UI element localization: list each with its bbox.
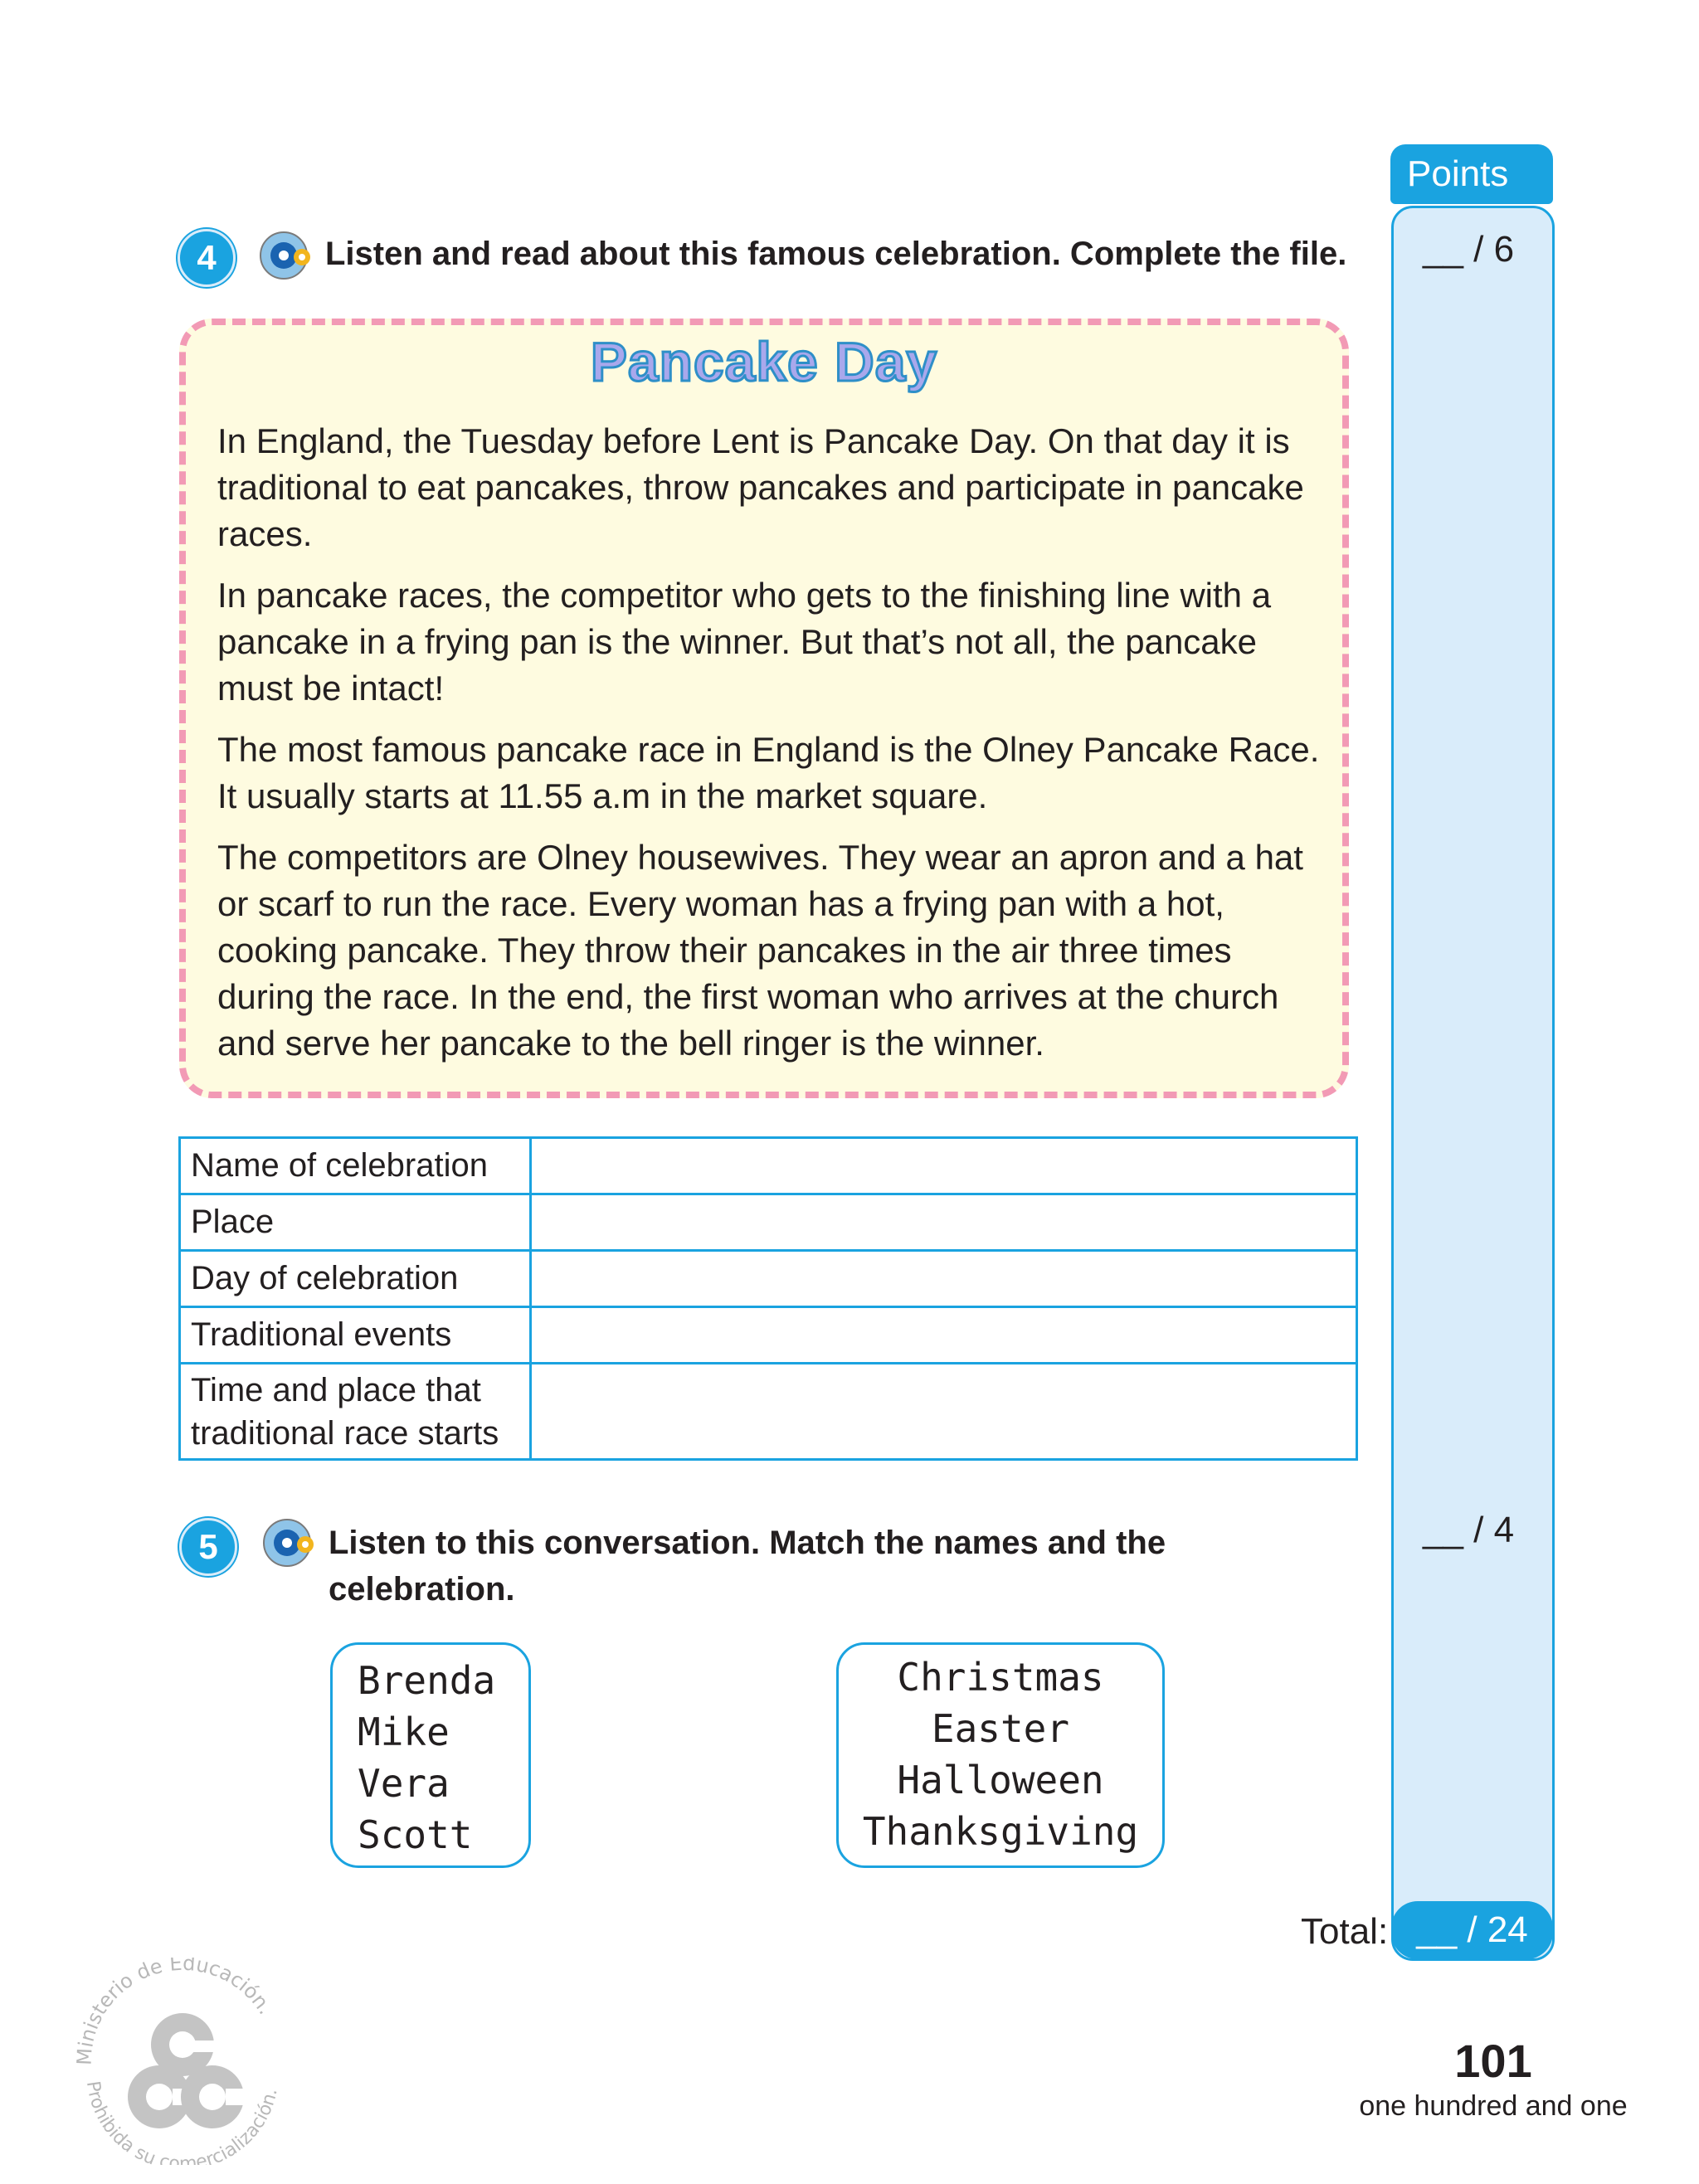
ministry-stamp — [66, 1958, 307, 2165]
stamp-text-bottom: Prohibida su comercialización. — [81, 2079, 282, 2165]
task4-instruction: Listen and read about this famous celebration. Complete the file. — [325, 236, 1347, 272]
task5-instruction-line1: Listen to this conversation. Match the names and the — [329, 1525, 1166, 1561]
points-header: Points — [1390, 144, 1553, 204]
task4-number-badge: 4 — [178, 229, 236, 287]
answer-field-name[interactable] — [531, 1138, 1357, 1194]
name-item[interactable]: Vera — [358, 1761, 450, 1806]
celebrations-box — [836, 1642, 1165, 1868]
page-number-words: one hundred and one — [1359, 2090, 1628, 2122]
audio-cd-icon[interactable] — [256, 224, 315, 284]
celebration-item[interactable]: Christmas — [897, 1655, 1104, 1700]
answer-field-events[interactable] — [531, 1307, 1357, 1364]
file-table — [178, 1136, 1358, 1461]
ecc-logo-icon — [128, 2013, 247, 2128]
names-box — [330, 1642, 531, 1868]
row-label-day: Day of celebration — [180, 1251, 531, 1307]
reading-paragraph-1: In England, the Tuesday before Lent is Pancake Day. On that day it is traditional to eat pancakes, throw pancakes and participate in pancake races. — [217, 421, 1304, 553]
answer-field-place[interactable] — [531, 1194, 1357, 1251]
audio-cd-icon[interactable] — [259, 1511, 319, 1571]
table-row — [180, 1251, 1357, 1307]
name-item[interactable]: Mike — [358, 1710, 450, 1754]
name-item[interactable]: Scott — [358, 1812, 473, 1857]
row-label-name: Name of celebration — [180, 1138, 531, 1194]
reading-paragraph-3: The most famous pancake race in England is the Olney Pancake Race. It usually starts at 11.55 a.m in the market square. — [217, 730, 1320, 815]
table-row — [180, 1307, 1357, 1364]
celebration-item[interactable]: Easter — [931, 1706, 1070, 1751]
celebration-item[interactable]: Halloween — [897, 1758, 1104, 1802]
points-column — [1391, 206, 1555, 1961]
task4-score[interactable]: __ / 6 — [1423, 229, 1515, 270]
row-label-events: Traditional events — [180, 1307, 531, 1364]
total-score[interactable]: __ / 24 — [1391, 1901, 1553, 1959]
total-label: Total: — [1301, 1911, 1389, 1952]
stamp-text-top: Ministerio de Educación. — [72, 1958, 278, 2066]
answer-field-time-place[interactable] — [531, 1364, 1357, 1460]
reading-title: Pancake Day — [590, 331, 938, 392]
task5-score[interactable]: __ / 4 — [1423, 1510, 1515, 1550]
answer-field-day[interactable] — [531, 1251, 1357, 1307]
row-label-time-place: Time and place that traditional race starts — [180, 1364, 531, 1460]
reading-paragraph-4: The competitors are Olney housewives. They wear an apron and a hat or scarf to run the race. Every woman has a frying pan with a hot, cooking pancake. They throw their pancakes in the air three times during the race. In the end, the first woman who arrives at the church and serve her pancake to the bell ringer is the winner. — [217, 838, 1303, 1063]
name-item[interactable]: Brenda — [358, 1658, 496, 1703]
row-label-place: Place — [180, 1194, 531, 1251]
task5-instruction-line2: celebration. — [329, 1571, 515, 1608]
table-row — [180, 1138, 1357, 1194]
table-row — [180, 1194, 1357, 1251]
page-number: 101 — [1454, 2035, 1532, 2087]
reading-paragraph-2: In pancake races, the competitor who gets to the finishing line with a pancake in a frying pan is the winner. But that’s not all, the pancake must be intact! — [217, 576, 1272, 708]
celebration-item[interactable]: Thanksgiving — [862, 1809, 1139, 1854]
task5-number-badge: 5 — [179, 1518, 237, 1576]
table-row — [180, 1364, 1357, 1460]
